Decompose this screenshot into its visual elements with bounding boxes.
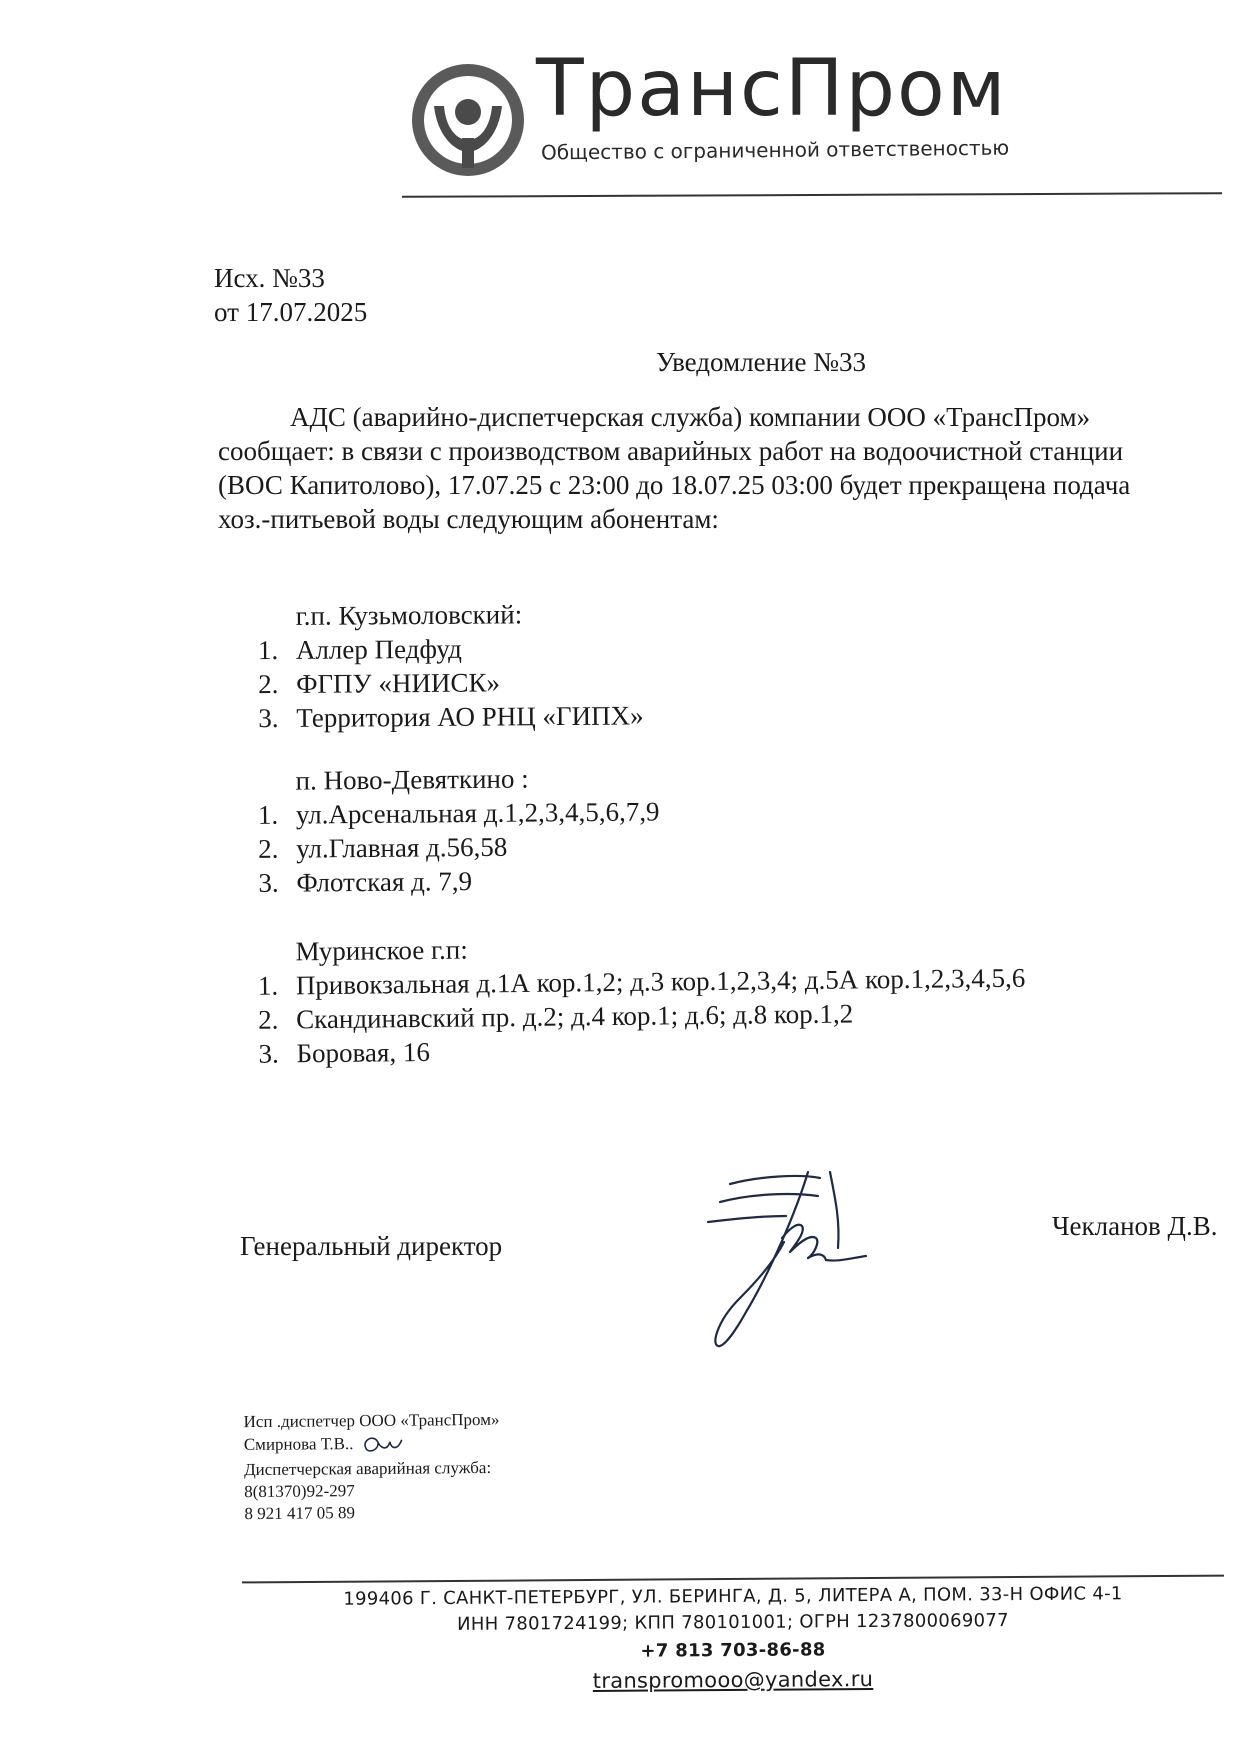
item-text: Флотская д. 7,9 [296,866,473,898]
item-text: ул.Арсенальная д.1,2,3,4,5,6,7,9 [295,796,660,830]
subscriber-list [258,959,1159,1070]
group-title: п. Ново-Девяткино : [295,763,529,796]
emergency-phone-1: 8(81370)92-297 [244,1481,355,1502]
notice-paragraph [218,400,1240,536]
footer-requisites: ИНН 7801724199; КПП 780101001; ОГРН 1237800069077 [457,1610,1009,1635]
paragraph-line: АДС (аварийно-диспетчерская служба) компании ООО «ТрансПром» [290,402,1091,432]
group-title: г.п. Кузьмоловский: [295,599,523,631]
item-text: Привокзальная д.1А кор.1,2; д.3 кор.1,2,3,4; д.5А кор.1,2,3,4,5,6 [295,962,1026,1001]
footer-email: transpromooo@yandex.ru [592,1667,874,1693]
dispatcher-name: Смирнова Т.В.. [243,1434,354,1455]
dispatcher-contact-block [244,1409,501,1525]
item-number: 1. [257,799,279,830]
item-number: 3. [258,867,279,898]
item-text: Территория АО РНЦ «ГИПХ» [296,700,644,733]
item-text: Скандинавский пр. д.2; д.4 кор.1; д.6; д.8 кор.1,2 [296,998,854,1035]
paragraph-line: (ВОС Капитолово), 17.07.25 с 23:00 до 18.07.25 03:00 будет прекращена подача [218,470,1131,500]
subscriber-group-kuzmolovsky [258,593,1159,735]
letterhead-divider [402,192,1222,198]
subscriber-list [258,627,1159,735]
paragraph-line: хоз.-питьевой воды следующим абонентам: [218,504,719,534]
item-number: 1. [257,970,279,1001]
dispatcher-name-row [244,1431,500,1459]
company-legal-form: Общество с ограниченной ответственостью [540,135,1010,165]
outgoing-number: Исх. №33 [214,263,325,293]
dispatcher-title: Исп .диспетчер ООО «ТрансПром» [243,1409,500,1432]
outgoing-date: от 17.07.2025 [214,297,368,327]
signatory-position: Генеральный директор [240,1231,503,1261]
item-number: 1. [257,635,279,666]
person-hands-logo-icon [408,60,528,180]
subscriber-group-murino [257,925,1158,1070]
list-item [258,695,1158,735]
item-text: Боровая, 16 [296,1036,431,1069]
item-number: 2. [258,833,279,864]
list-item [258,858,1158,900]
handwritten-signature [690,1162,910,1362]
subscriber-list [258,790,1159,900]
emergency-phone-2: 8 921 417 05 89 [244,1503,355,1524]
item-number: 2. [258,1004,279,1035]
item-number: 3. [258,1038,279,1069]
initials-signature [358,1432,404,1458]
subscriber-group-novo-devyatkino [257,756,1158,900]
footer-divider [242,1575,1224,1584]
footer-phone: +7 813 703-86-88 [640,1639,826,1662]
group-title: Муринское г.п: [295,934,468,967]
company-name: ТрансПром [536,44,1008,134]
signatory-name: Чекланов Д.В. [1052,1211,1218,1241]
item-number: 2. [258,669,279,700]
item-text: ул.Главная д.56,58 [296,831,508,864]
item-text: Аллер Педфуд [295,633,462,665]
item-number: 3. [258,702,279,734]
paragraph-line: сообщает: в связи с производством аварийных работ на водоочистной станции [218,436,1124,466]
footer-address: 199406 Г. САНКТ-ПЕТЕРБУРГ, УЛ. БЕРИНГА, Д. 5, ЛИТЕРА А, ПОМ. 33-Н ОФИС 4-1 [343,1583,1123,1610]
document-title: Уведомление №33 [656,347,866,377]
emergency-service-label: Диспетчерская аварийная служба: [243,1457,492,1480]
item-text: ФГПУ «НИИСК» [296,667,501,699]
